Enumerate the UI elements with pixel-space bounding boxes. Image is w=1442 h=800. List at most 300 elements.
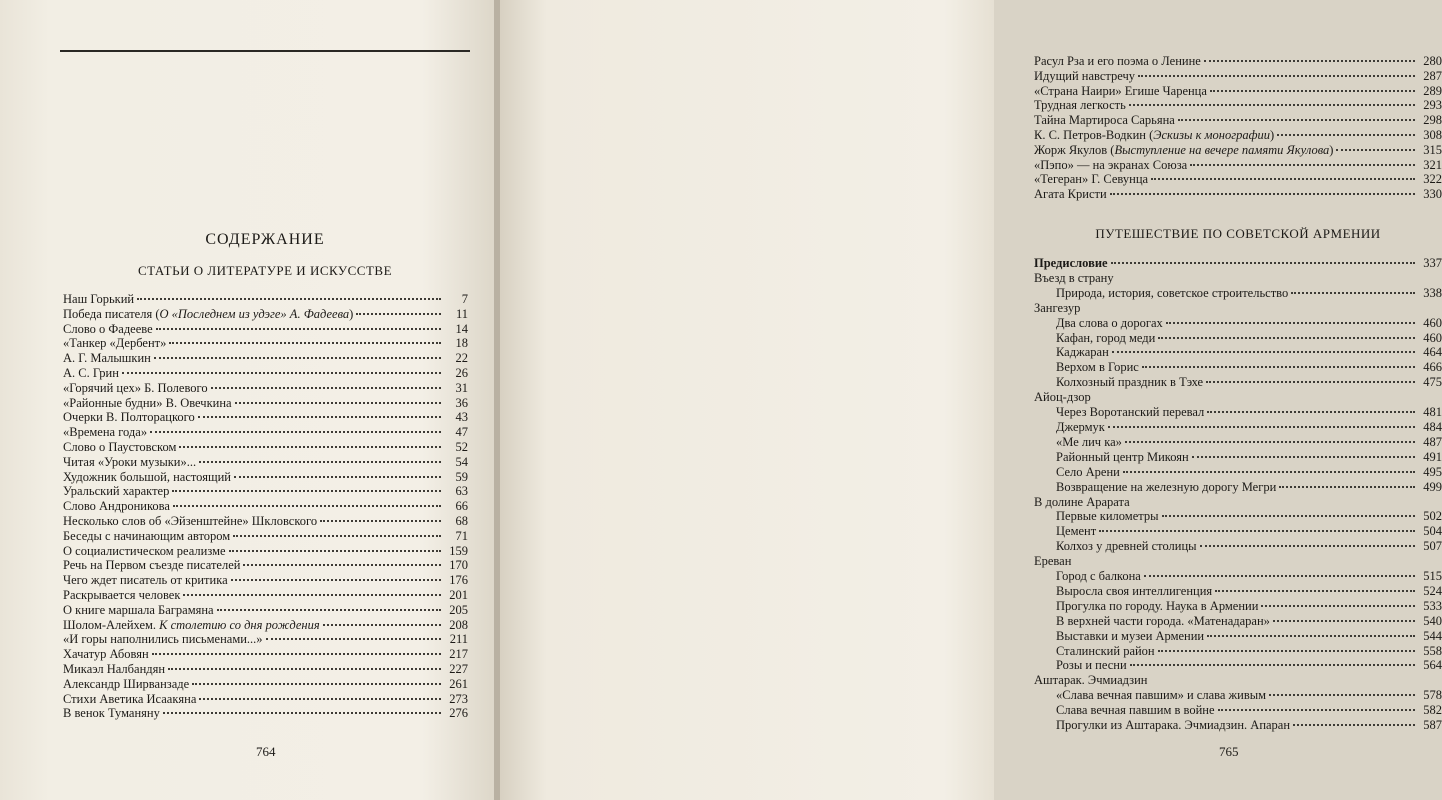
toc-entry <box>63 499 468 514</box>
toc-entry <box>1034 465 1442 480</box>
toc-list-armenia <box>1034 256 1442 733</box>
toc-entry <box>1034 128 1442 143</box>
toc-entry-page: 475 <box>1423 375 1442 390</box>
toc-section-entry <box>1034 495 1442 510</box>
toc-entry <box>1034 113 1442 128</box>
toc-entry-page: 540 <box>1423 613 1442 628</box>
toc-entry <box>1034 172 1442 187</box>
toc-entry <box>63 677 468 692</box>
toc-entry-subtitle: Выступление на вечере памяти Якулова <box>1114 142 1330 157</box>
toc-entry <box>1034 658 1442 673</box>
toc-entry-title <box>63 632 263 647</box>
dot-leader <box>122 372 441 374</box>
toc-entry-title-text: Трудная легкость <box>1034 98 1126 113</box>
dot-leader <box>1210 90 1415 92</box>
toc-entry-title <box>63 647 149 662</box>
toc-entry <box>63 366 468 381</box>
right-page <box>497 0 1442 800</box>
toc-entry-title-text: «Слава вечная павшим» и слава живым <box>1056 688 1267 703</box>
dot-leader <box>183 594 441 596</box>
toc-entry-title <box>1056 331 1155 346</box>
toc-entry-title <box>1034 84 1207 99</box>
dot-leader <box>323 624 441 626</box>
toc-entry-title <box>1034 128 1274 143</box>
toc-entry-page: 14 <box>455 321 468 336</box>
toc-entry-title <box>63 410 195 425</box>
page-number-left: 764 <box>256 744 276 759</box>
toc-entry <box>63 588 468 603</box>
dot-leader <box>1336 149 1415 151</box>
toc-entry-title <box>1034 113 1175 128</box>
toc-entry <box>1034 584 1442 599</box>
toc-entry-page: 7 <box>461 292 468 306</box>
toc-entry-page: 504 <box>1423 524 1442 539</box>
toc-entry-title <box>1056 599 1258 614</box>
toc-entry-title-text: Несколько слов об «Эйзенштейне» Шкловского <box>63 513 318 528</box>
dot-leader <box>1190 164 1415 166</box>
toc-entry-title-text: В долине Арарата <box>1034 494 1130 509</box>
dot-leader <box>1207 411 1415 413</box>
toc-entry-page: 499 <box>1423 479 1442 494</box>
toc-entry-title <box>63 662 165 677</box>
toc-entry-title-text: Идущий навстречу <box>1034 68 1136 83</box>
dot-leader <box>356 313 441 315</box>
toc-entry-title-text: Колхоз у древней столицы <box>1056 539 1197 554</box>
toc-entry-page: 487 <box>1423 434 1442 449</box>
dot-leader <box>231 579 441 581</box>
toc-entry-title-text: Районный центр Микоян <box>1056 449 1189 464</box>
toc-entry-title-text: «Тегеран» Г. Севунца <box>1034 172 1149 187</box>
toc-entry <box>1034 509 1442 524</box>
toc-entry-page: 466 <box>1423 360 1442 375</box>
dot-leader <box>156 328 441 330</box>
toc-entry-title <box>1056 718 1290 733</box>
toc-entry-title <box>63 366 119 381</box>
toc-entry-title <box>63 307 353 322</box>
page-number-right: 765 <box>1219 744 1239 759</box>
dot-leader <box>1158 650 1415 652</box>
toc-entry-page: 298 <box>1423 113 1442 128</box>
toc-entry-page: 54 <box>455 454 468 469</box>
toc-entry-title-text: Верхом в Горис <box>1056 360 1139 375</box>
toc-entry-page: 176 <box>449 573 468 588</box>
toc-entry-page: 211 <box>449 632 468 647</box>
toc-entry-page: 71 <box>455 528 468 543</box>
toc-entry-title <box>63 440 176 455</box>
toc-entry-title <box>1034 54 1201 69</box>
toc-entry-page: 558 <box>1423 643 1442 658</box>
toc-entry-title <box>1056 375 1203 390</box>
toc-entry <box>63 307 468 322</box>
toc-entry-title-text: Возвращение на железную дорогу Мегри <box>1056 479 1277 494</box>
toc-entry-title <box>1056 509 1159 524</box>
toc-entry <box>1034 143 1442 158</box>
dot-leader <box>233 535 441 537</box>
toc-entry-title-text: Прогулка по городу. Наука в Армении <box>1056 598 1259 613</box>
dot-leader <box>169 342 441 344</box>
toc-entry-page: 205 <box>449 602 468 617</box>
dot-leader <box>1130 664 1415 666</box>
dot-leader <box>1277 134 1415 136</box>
toc-entry-title <box>1056 420 1105 435</box>
toc-entry-title <box>1034 301 1080 316</box>
toc-entry-page: 481 <box>1423 405 1442 420</box>
dot-leader <box>266 638 441 640</box>
dot-leader <box>1204 60 1415 62</box>
toc-entry <box>1034 345 1442 360</box>
toc-entry-title-text: О социалистическом реализме <box>63 543 226 558</box>
toc-entry-page: 36 <box>455 395 468 410</box>
toc-entry-page: 533 <box>1423 598 1442 613</box>
toc-entry-page: 587 <box>1423 718 1442 733</box>
toc-entry-title <box>1056 703 1215 718</box>
toc-entry-page: 287 <box>1423 68 1442 83</box>
toc-entry-title <box>1056 405 1204 420</box>
toc-entry <box>63 706 468 721</box>
toc-entry-title <box>1056 614 1270 629</box>
dot-leader <box>1110 193 1415 195</box>
toc-entry <box>63 662 468 677</box>
dot-leader <box>154 357 441 359</box>
toc-entry <box>1034 98 1442 113</box>
dot-leader <box>163 712 441 714</box>
toc-entry-page: 276 <box>449 706 468 721</box>
toc-entry-title <box>1056 524 1096 539</box>
toc-entry <box>1034 524 1442 539</box>
dot-leader <box>1162 515 1415 517</box>
toc-entry-title <box>63 396 232 411</box>
dot-leader <box>192 683 441 685</box>
toc-entry-title <box>63 558 240 573</box>
toc-entry <box>63 470 468 485</box>
dot-leader <box>150 431 441 433</box>
toc-entry-title-text: Цемент <box>1056 524 1097 539</box>
toc-entry <box>1034 375 1442 390</box>
toc-entry-title-text: В верхней части города. «Матенадаран» <box>1056 613 1270 628</box>
dot-leader <box>172 490 441 492</box>
toc-entry <box>1034 286 1442 301</box>
toc-section-entry <box>1034 301 1442 316</box>
toc-entry-page: 293 <box>1423 98 1442 113</box>
toc-entry-title-text: «Ме лич ка» <box>1056 434 1122 449</box>
toc-entry <box>1034 569 1442 584</box>
toc-entry-title <box>1056 480 1276 495</box>
toc-entry-page: 11 <box>455 306 468 321</box>
dot-leader <box>1108 426 1415 428</box>
toc-entry <box>63 573 468 588</box>
toc-entry-page: 460 <box>1423 315 1442 330</box>
toc-entry-title <box>63 706 160 721</box>
toc-entry-title-text: Победа писателя ( <box>63 306 160 321</box>
toc-entry-page: 544 <box>1423 628 1442 643</box>
toc-entry-page: 289 <box>1423 83 1442 98</box>
toc-entry-subtitle: К столетию со дня рождения <box>159 617 320 632</box>
dot-leader <box>173 505 441 507</box>
toc-entry-title <box>63 677 189 692</box>
toc-entry-title <box>63 692 196 707</box>
toc-list-articles-continued <box>1034 54 1442 202</box>
toc-entry-title <box>1056 584 1212 599</box>
toc-section-entry <box>1034 271 1442 286</box>
dot-leader <box>217 609 441 611</box>
toc-entry-title-text: «Горячий цех» Б. Полевого <box>63 380 208 395</box>
toc-entry-page: 273 <box>449 691 468 706</box>
toc-entry-title-text: Выставки и музеи Армении <box>1056 628 1205 643</box>
dot-leader <box>1218 709 1415 711</box>
toc-entry-title <box>63 381 208 396</box>
toc-entry <box>1034 420 1442 435</box>
toc-entry-page: 217 <box>449 647 468 662</box>
toc-entry-page: 582 <box>1423 703 1442 718</box>
dot-leader <box>198 416 441 418</box>
toc-entry <box>63 529 468 544</box>
dot-leader <box>1166 322 1415 324</box>
toc-entry-title <box>1034 495 1130 510</box>
toc-entry-title-text: Слава вечная павшим в войне <box>1056 703 1215 718</box>
toc-entry-title-text: Наш Горький <box>63 292 135 306</box>
toc-entry-title <box>63 514 317 529</box>
toc-entry-title-text: Выросла своя интеллигенция <box>1056 583 1213 598</box>
toc-entry-title-text: Читая «Уроки музыки»... <box>63 454 197 469</box>
dot-leader <box>1207 635 1415 637</box>
toc-entry-title <box>63 425 147 440</box>
toc-entry-title-text: Въезд в страну <box>1034 270 1114 285</box>
toc-entry <box>63 484 468 499</box>
toc-entry-page: 208 <box>449 617 468 632</box>
dot-leader <box>1111 262 1415 264</box>
toc-entry-title-text: «И горы наполнились письменами...» <box>63 632 263 647</box>
toc-entry <box>63 558 468 573</box>
toc-entry-page: 68 <box>455 513 468 528</box>
toc-entry-title-text: Уральский характер <box>63 484 170 499</box>
toc-entry <box>1034 69 1442 84</box>
toc-entry-page: 26 <box>455 365 468 380</box>
toc-entry-page: 308 <box>1423 127 1442 142</box>
toc-entry-title <box>1056 345 1109 360</box>
toc-entry-title <box>1034 554 1071 569</box>
toc-entry <box>1034 84 1442 99</box>
toc-entry <box>1034 614 1442 629</box>
toc-entry-title <box>1034 143 1333 158</box>
toc-entry-page: 338 <box>1423 285 1442 300</box>
toc-entry <box>1034 316 1442 331</box>
dot-leader <box>1269 694 1415 696</box>
dot-leader <box>1158 337 1415 339</box>
toc-entry <box>63 425 468 440</box>
toc-entry-title-text: Беседы с начинающим автором <box>63 528 231 543</box>
toc-entry-page: 43 <box>455 410 468 425</box>
toc-entry-title <box>1034 187 1107 202</box>
toc-entry-page: 484 <box>1423 419 1442 434</box>
toc-entry <box>1034 256 1442 271</box>
toc-entry-title <box>1034 98 1126 113</box>
toc-entry-title <box>63 603 214 618</box>
dot-leader <box>199 698 441 700</box>
toc-entry <box>1034 435 1442 450</box>
toc-entry-title-text: Очерки В. Полторацкого <box>63 410 195 425</box>
toc-entry <box>1034 360 1442 375</box>
toc-entry-page: 52 <box>455 439 468 454</box>
toc-entry-page: 464 <box>1423 345 1442 360</box>
toc-entry-title <box>1034 256 1108 271</box>
toc-entry-title-text: Природа, история, советское строительство <box>1056 285 1289 300</box>
toc-entry-title-text: Село Арени <box>1056 464 1120 479</box>
dot-leader <box>1279 486 1415 488</box>
toc-entry-page: 321 <box>1423 157 1442 172</box>
toc-entry-title-text: Агата Кристи <box>1034 187 1107 202</box>
dot-leader <box>1261 605 1415 607</box>
toc-entry <box>63 455 468 470</box>
toc-entry-title <box>1056 360 1139 375</box>
toc-entry-title-text: Александр Ширванзаде <box>63 676 190 691</box>
toc-entry-title-text: «Танкер «Дербент» <box>63 336 167 351</box>
dot-leader <box>1144 575 1415 577</box>
dot-leader <box>234 476 441 478</box>
dot-leader <box>137 298 441 300</box>
dot-leader <box>1192 456 1415 458</box>
toc-entry <box>1034 644 1442 659</box>
toc-entry-title-text: Розы и песни <box>1056 658 1127 673</box>
toc-entry <box>63 410 468 425</box>
toc-entry-title-text: Слово о Фадееве <box>63 321 153 336</box>
dot-leader <box>1112 351 1415 353</box>
toc-entry-title <box>63 544 226 559</box>
toc-entry-title-text: Художник большой, настоящий <box>63 469 231 484</box>
toc-entry-title-text: Стихи Аветика Исаакяна <box>63 691 197 706</box>
toc-entry-page: 170 <box>449 558 468 573</box>
toc-entry <box>1034 688 1442 703</box>
toc-entry-page: 524 <box>1423 583 1442 598</box>
dot-leader <box>152 653 441 655</box>
toc-entry-title-text: Зангезур <box>1034 300 1081 315</box>
toc-entry-title-text: О книге маршала Баграмяна <box>63 602 214 617</box>
toc-entry <box>63 440 468 455</box>
toc-entry-title-text: Аштарак. Эчмиадзин <box>1034 673 1148 688</box>
toc-entry-page: 578 <box>1423 688 1442 703</box>
toc-entry-title-text: Тайна Мартироса Сарьяна <box>1034 113 1175 128</box>
toc-entry-title <box>63 484 169 499</box>
toc-entry-title-text: Раскрывается человек <box>63 587 181 602</box>
toc-entry-page: 18 <box>455 336 468 351</box>
toc-entry <box>63 396 468 411</box>
toc-entry <box>63 618 468 633</box>
toc-entry-page: 564 <box>1423 658 1442 673</box>
toc-entry <box>63 322 468 337</box>
toc-entry-title <box>1056 539 1197 554</box>
toc-entry-title <box>1056 435 1122 450</box>
toc-entry <box>1034 331 1442 346</box>
toc-entry-title-text: Предисловие <box>1034 256 1108 270</box>
toc-entry-title-text: Хачатур Абовян <box>63 647 149 662</box>
toc-entry-title-text: Первые километры <box>1056 509 1159 524</box>
toc-entry-page: 63 <box>455 484 468 499</box>
toc-entry <box>63 292 468 307</box>
toc-entry-title-text: Ереван <box>1034 554 1072 569</box>
toc-entry-title <box>63 351 151 366</box>
toc-entry-title-text: Город с балкона <box>1056 569 1141 584</box>
toc-entry <box>63 647 468 662</box>
toc-entry-subtitle: О «Последнем из удэге» А. Фадеева <box>159 306 350 321</box>
toc-entry-title <box>1056 658 1127 673</box>
toc-section-entry <box>1034 673 1442 688</box>
toc-entry-title <box>1034 390 1091 405</box>
toc-entry <box>1034 187 1442 202</box>
toc-entry-title-text: А. Г. Малышкин <box>63 351 151 366</box>
toc-entry-title-text: К. С. Петров-Водкин ( <box>1034 127 1154 142</box>
toc-title: СОДЕРЖАНИЕ <box>205 231 325 248</box>
toc-entry-page: 280 <box>1423 54 1442 68</box>
toc-entry-title <box>63 618 320 633</box>
dot-leader <box>1291 292 1415 294</box>
toc-entry <box>1034 54 1442 69</box>
toc-entry-title <box>1056 644 1155 659</box>
toc-entry <box>63 351 468 366</box>
dot-leader <box>1215 590 1415 592</box>
toc-entry-page: 47 <box>455 425 468 440</box>
toc-entry-title <box>63 529 230 544</box>
toc-entry-title <box>1056 316 1163 331</box>
toc-entry-title-text: Микаэл Налбандян <box>63 661 166 676</box>
toc-entry <box>63 544 468 559</box>
toc-entry-page: 315 <box>1423 142 1442 157</box>
toc-entry-page: 495 <box>1423 464 1442 479</box>
dot-leader <box>1138 75 1415 77</box>
dot-leader <box>1129 104 1415 106</box>
toc-entry-page: 59 <box>455 469 468 484</box>
dot-leader <box>320 520 441 522</box>
toc-entry-page: 201 <box>449 587 468 602</box>
toc-entry <box>1034 718 1442 733</box>
toc-entry-title-text: «Времена года» <box>63 425 148 440</box>
toc-entry-title <box>1034 271 1114 286</box>
toc-section-entry <box>1034 390 1442 405</box>
toc-entry-title-text: Кафан, город меди <box>1056 330 1156 345</box>
toc-list-articles <box>63 292 468 721</box>
toc-entry-title-text: «Страна Наири» Егише Чаренца <box>1034 83 1207 98</box>
dot-leader <box>179 446 441 448</box>
dot-leader <box>168 668 441 670</box>
toc-entry-title <box>1056 569 1141 584</box>
toc-entry-title <box>63 292 134 307</box>
dot-leader <box>1200 545 1415 547</box>
toc-entry-title-tail: ) <box>349 306 354 321</box>
top-rule <box>60 50 470 52</box>
toc-entry-page: 491 <box>1423 449 1442 464</box>
toc-entry-title <box>1034 172 1148 187</box>
toc-entry-subtitle: Эскизы к монографии <box>1153 127 1270 142</box>
toc-entry-page: 460 <box>1423 330 1442 345</box>
toc-entry-title-text: Чего ждет писатель от критика <box>63 573 228 588</box>
toc-entry <box>1034 480 1442 495</box>
toc-entry-title <box>1056 629 1204 644</box>
toc-entry-title <box>1056 286 1288 301</box>
toc-entry-title <box>1034 158 1187 173</box>
toc-entry-page: 261 <box>449 676 468 691</box>
toc-entry-title-text: Прогулки из Аштарака. Эчмиадзин. Апаран <box>1056 718 1291 733</box>
toc-entry <box>63 603 468 618</box>
toc-entry-title <box>63 499 170 514</box>
dot-leader <box>1273 620 1415 622</box>
dot-leader <box>235 402 441 404</box>
toc-entry-title <box>63 573 228 588</box>
dot-leader <box>229 550 441 552</box>
toc-entry-page: 507 <box>1423 539 1442 554</box>
dot-leader <box>1099 530 1415 532</box>
toc-entry-title-text: Шолом-Алейхем. <box>63 617 160 632</box>
toc-entry-title-tail: ) <box>1329 142 1334 157</box>
toc-entry-page: 502 <box>1423 509 1442 524</box>
toc-entry-page: 515 <box>1423 569 1442 584</box>
